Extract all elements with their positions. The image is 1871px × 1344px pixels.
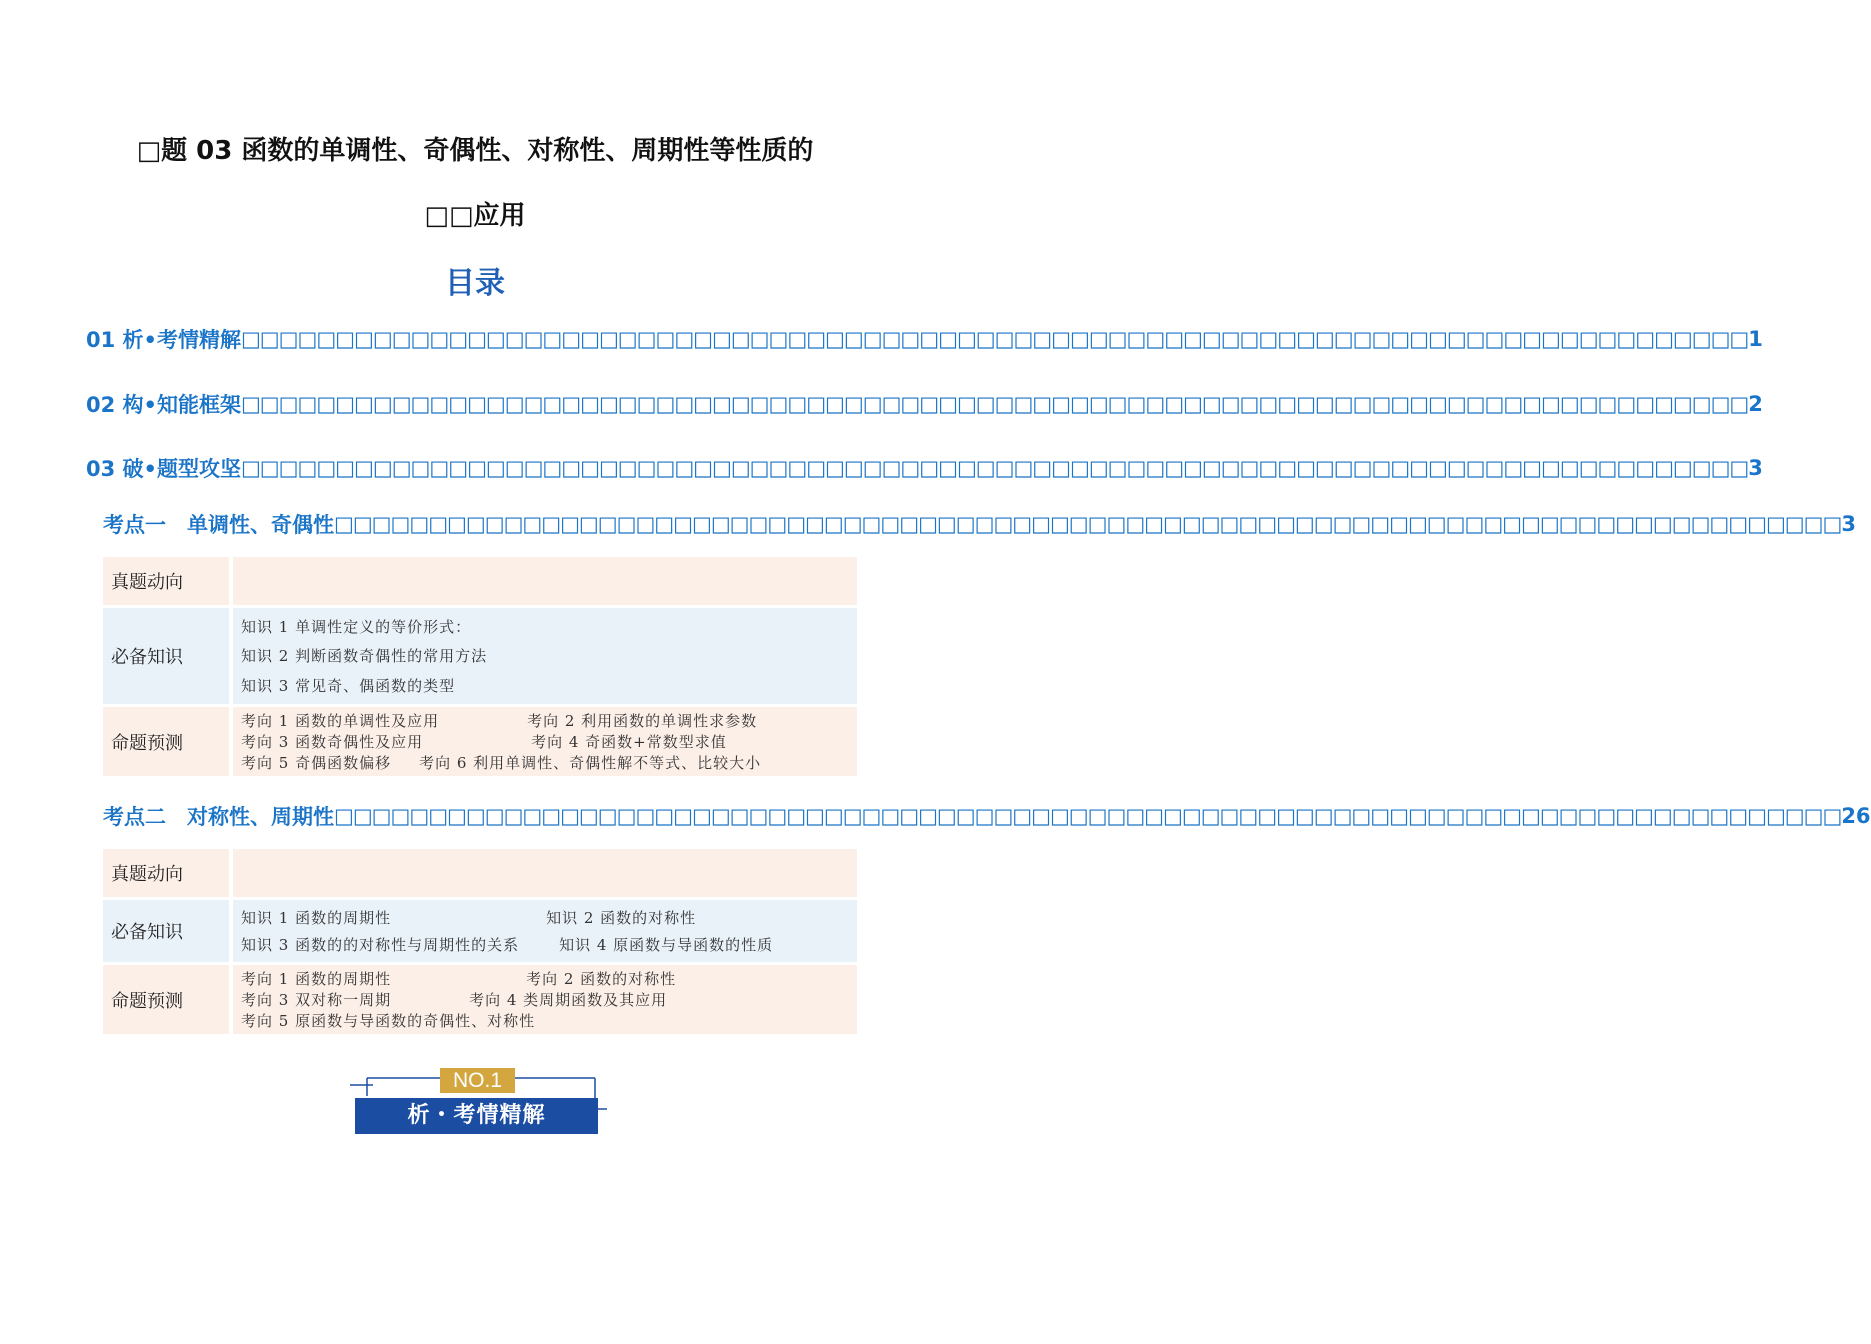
table-row	[103, 608, 857, 704]
badge-label: 析・考情精解	[355, 1098, 598, 1134]
row-label: 必备知识	[103, 608, 229, 704]
toc-entry-page: 2	[1748, 392, 1763, 416]
doc-title-line-1: □题 03 函数的单调性、奇偶性、对称性、周期性等性质的	[136, 136, 814, 166]
table-row	[103, 707, 857, 776]
toc-leader: □□□□□□□□□□□□□□□□□□□□□□□□□□□□□□□□□□□□□□□□□□□□□□□□□□□□□□□□□□□□□□□□□□□□□□□□□□□□□□□□	[240, 327, 1749, 351]
table-cell-item: 考向 2 利用函数的单调性求参数	[527, 712, 758, 730]
toc-heading: 目录	[445, 266, 505, 301]
toc-entry[interactable]	[86, 390, 1763, 418]
toc-entry-label: 考点一 单调性、奇偶性	[103, 513, 334, 537]
row-label: 真题动向	[103, 557, 229, 605]
toc-entry-label: 02 构•知能框架	[86, 393, 241, 417]
toc-entry-label: 03 破•题型攻坚	[86, 457, 241, 481]
toc-leader: □□□□□□□□□□□□□□□□□□□□□□□□□□□□□□□□□□□□□□□□□□□□□□□□□□□□□□□□□□□□□□□□□□□□□□□□□□□□□□□□	[334, 804, 1842, 828]
knowledge-table	[103, 849, 857, 1037]
row-content	[233, 608, 857, 704]
table-row	[103, 849, 857, 897]
toc-entry-page: 3	[1748, 456, 1763, 480]
table-cell-item: 考向 4 类周期函数及其应用	[469, 991, 668, 1009]
row-label: 命题预测	[103, 965, 229, 1034]
table-cell-item: 知识 1 单调性定义的等价形式：	[241, 618, 472, 637]
table-cell-item: 考向 1 函数的单调性及应用	[241, 712, 440, 730]
toc-leader: □□□□□□□□□□□□□□□□□□□□□□□□□□□□□□□□□□□□□□□□□□□□□□□□□□□□□□□□□□□□□□□□□□□□□□□□□□□□□□□□	[240, 456, 1749, 480]
table-cell-item: 考向 3 函数奇偶性及应用	[241, 733, 424, 751]
table-cell-item: 考向 3 双对称一周期	[241, 991, 392, 1009]
section-badge	[345, 1066, 610, 1138]
toc-entry-label: 考点二 对称性、周期性	[103, 805, 334, 829]
table-cell-item: 考向 5 原函数与导函数的奇偶性、对称性	[241, 1012, 536, 1030]
table-cell-item: 知识 2 函数的对称性	[546, 909, 697, 927]
toc-leader: □□□□□□□□□□□□□□□□□□□□□□□□□□□□□□□□□□□□□□□□□□□□□□□□□□□□□□□□□□□□□□□□□□□□□□□□□□□□□□□□	[240, 392, 1749, 416]
table-cell-item: 知识 1 函数的周期性	[241, 909, 392, 927]
table-row	[103, 557, 857, 605]
table-cell-item: 考向 1 函数的周期性	[241, 970, 392, 988]
toc-entry-page: 1	[1748, 327, 1763, 351]
table-row	[103, 900, 857, 962]
row-content	[233, 965, 857, 1034]
row-content	[233, 849, 857, 897]
knowledge-table	[103, 557, 857, 779]
toc-entry[interactable]	[103, 802, 1871, 830]
table-cell-item: 考向 6 利用单调性、奇偶性解不等式、比较大小	[419, 754, 762, 772]
row-label: 命题预测	[103, 707, 229, 776]
toc-entry[interactable]	[86, 325, 1763, 353]
table-cell-item: 知识 3 函数的的对称性与周期性的关系	[241, 936, 520, 954]
table-cell-item: 知识 3 常见奇、偶函数的类型	[241, 676, 456, 695]
badge-number: NO.1	[440, 1068, 515, 1093]
row-label: 真题动向	[103, 849, 229, 897]
toc-entry-page: 26	[1841, 804, 1871, 828]
toc-entry[interactable]	[103, 510, 1856, 538]
row-content	[233, 707, 857, 776]
table-cell-item: 考向 4 奇函数+常数型求值	[531, 733, 727, 751]
table-row	[103, 965, 857, 1034]
table-cell-item: 考向 5 奇偶函数偏移	[241, 754, 392, 772]
toc-entry[interactable]	[86, 454, 1763, 482]
doc-title-line-2: □□应用	[424, 201, 526, 231]
toc-entry-label: 01 析•考情精解	[86, 328, 241, 352]
table-cell-item: 考向 2 函数的对称性	[526, 970, 677, 988]
row-content	[233, 900, 857, 962]
table-cell-item: 知识 4 原函数与导函数的性质	[559, 936, 774, 954]
toc-entry-page: 3	[1841, 512, 1856, 536]
table-cell-item: 知识 2 判断函数奇偶性的常用方法	[241, 647, 488, 666]
row-label: 必备知识	[103, 900, 229, 962]
row-content	[233, 557, 857, 605]
toc-leader: □□□□□□□□□□□□□□□□□□□□□□□□□□□□□□□□□□□□□□□□□□□□□□□□□□□□□□□□□□□□□□□□□□□□□□□□□□□□□□□□	[334, 512, 1842, 536]
